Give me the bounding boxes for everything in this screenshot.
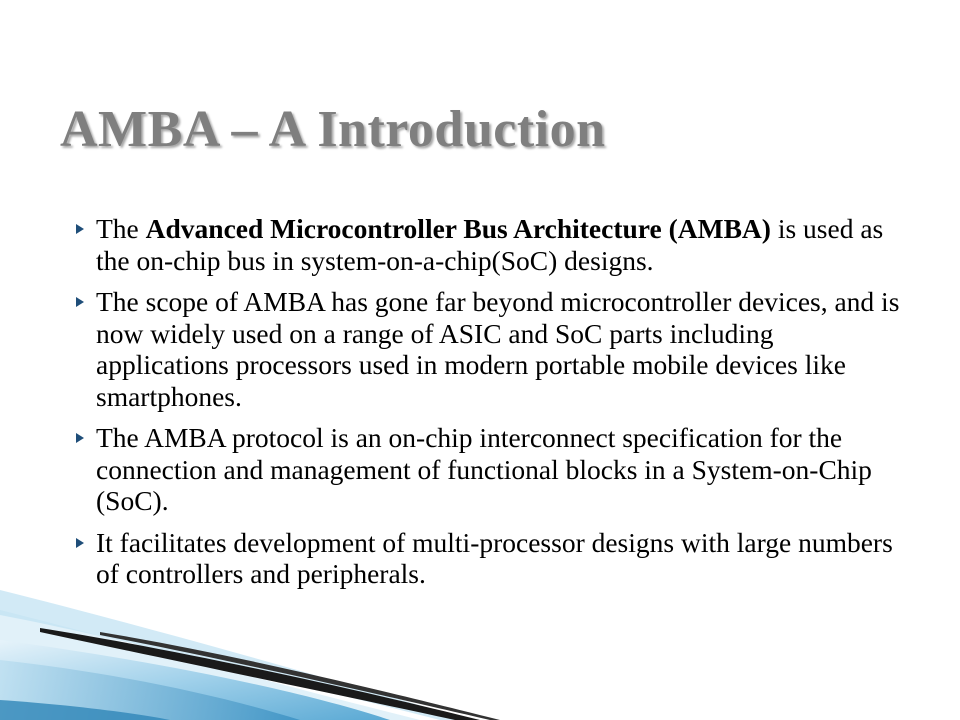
bullet-text: It facilitates development of multi-processor designs with large numbers of controllers and peripherals. [96,526,893,589]
bullet-text-bold: (AMBA) [668,213,771,244]
bullet-text: The scope of AMBA has gone far beyond microcontroller devices, and is now widely used on a range of ASIC and SoC parts including applications processors used in modern portable mobile devices like smartphones. [96,286,900,412]
bullet-text-bold: Advanced Microcontroller Bus Architecture [145,213,662,244]
bullet-text-pre: The [96,213,146,244]
slide-title: AMBA – A Introduction [60,101,606,158]
bullet-text-post: is used as the on-chip bus in system-on-a-chip(SoC) designs. [96,213,884,276]
bullet-text: The AMBA protocol is an on-chip interconnect specification for the connection and management of functional blocks in a System-on-Chip (SoC). [96,422,872,516]
